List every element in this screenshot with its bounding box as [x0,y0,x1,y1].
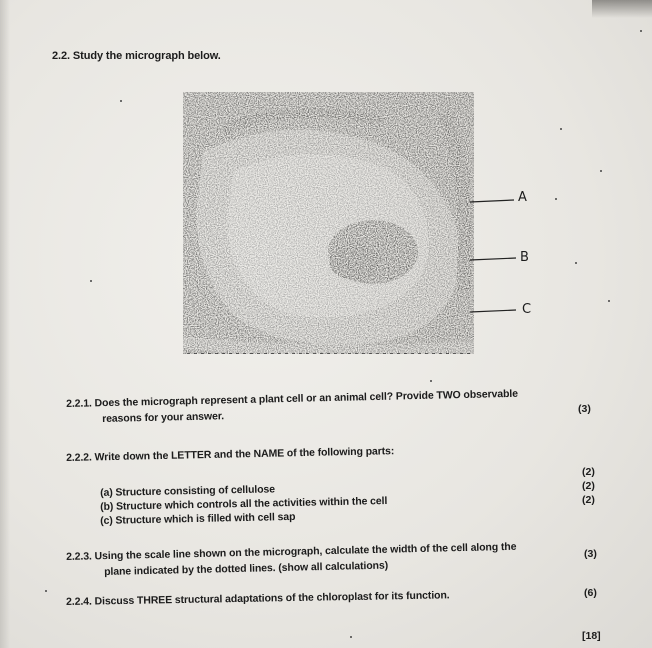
speck [90,280,92,282]
item-2-2-2-b: (b) Structure which controls all the activities within the cell [100,494,388,513]
question-2-2-2: 2.2.2. Write down the LETTER and the NAME of the following parts: [66,445,395,464]
micrograph-image [183,92,474,354]
label-c: C [522,302,532,317]
item-2-2-2-c: (c) Structure which is filled with cell sap [100,510,296,527]
question-2-2-3-line2: plane indicated by the dotted lines. (show all calculations) [104,559,389,578]
question-2-2-1-line2: reasons for your answer. [102,410,225,425]
speck [600,170,602,172]
speck [560,128,562,130]
speck [575,262,577,264]
speck [350,636,352,638]
question-2-2-4: 2.2.4. Discuss THREE structural adaptations of the chloroplast for its function. [66,589,450,608]
speck [640,30,642,32]
speck [555,198,557,200]
speck [120,100,122,102]
item-2-2-2-a: (a) Structure consisting of cellulose [100,483,276,499]
label-a: A [518,190,527,205]
photo-edge [0,0,10,648]
section-heading: 2.2. Study the micrograph below. [52,50,221,62]
marks-2-2-3: (3) [584,548,597,560]
marks-2-2-2-a: (2) [582,466,595,478]
photo-shadow [592,0,652,18]
label-b: B [520,250,529,265]
marks-2-2-1: (3) [578,403,591,415]
speck [608,300,610,302]
marks-2-2-2-b: (2) [582,480,595,492]
marks-2-2-4: (6) [584,587,597,599]
question-2-2-3-line1: 2.2.3. Using the scale line shown on the micrograph, calculate the width of the cell along the [66,540,517,563]
question-2-2-1-line1: 2.2.1. Does the micrograph represent a plant cell or an animal cell? Provide TWO observable [66,387,519,410]
marks-2-2-2-c: (2) [582,494,595,506]
total-marks: [18] [582,630,601,642]
speck [45,590,47,592]
speck [430,380,432,382]
